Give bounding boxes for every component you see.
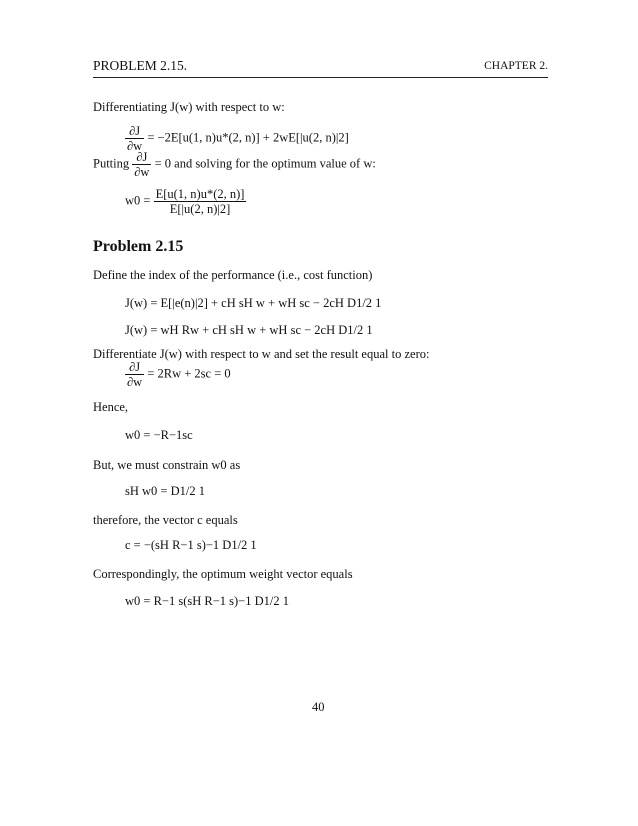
fraction-dJ-dw-2: $\frac{\partial J}{\partial w}$ <box>134 150 150 179</box>
fraction-gradient: $\frac{\partial J}{\partial w}$ <box>127 360 143 389</box>
running-header <box>93 58 548 76</box>
intro-text: Differentiating J(w) with respect to w: <box>93 100 285 114</box>
putting-line: Putting $\frac{\partial J}{\partial w}$ = 0 and solving for the optimum value of w: <box>93 150 376 179</box>
constrain-text: But, we must constrain w0 as <box>93 458 241 472</box>
equation-w0-fraction: w0 = $\frac{E[u(1, n)u*(2, n)]}{E[|u(2, n)|2]}$ <box>125 187 245 216</box>
fraction-dJ-dw: $\frac{\partial J}{\partial w}$ <box>127 124 143 153</box>
equation-c: c = −(sH R−1 s)−1 D1/2 1 <box>125 538 257 552</box>
correspondingly-text: Correspondingly, the optimum weight vector equals <box>93 567 353 581</box>
equation-J1: J(w) = E[|e(n)|2] + cH sH w + wH sc − 2cH D1/2 1 <box>125 296 382 310</box>
equation-constraint: sH w0 = D1/2 1 <box>125 484 205 498</box>
header-left: PROBLEM 2.15. <box>93 58 188 73</box>
equation-w0-solution: w0 = −R−1sc <box>125 428 193 442</box>
page-number: 40 <box>312 700 325 714</box>
section-title: Problem 2.15 <box>93 238 184 255</box>
header-rule <box>93 77 548 78</box>
differentiate-text: Differentiate J(w) with respect to w and set the result equal to zero: <box>93 347 430 361</box>
equation-derivative-1 <box>125 124 349 153</box>
fraction-w0: $\frac{E[u(1, n)u*(2, n)]}{E[|u(2, n)|2]}$ <box>155 187 245 216</box>
equation-final: w0 = R−1 s(sH R−1 s)−1 D1/2 1 <box>125 594 289 608</box>
define-text: Define the index of the performance (i.e., cost function) <box>93 268 373 282</box>
header-right: CHAPTER 2. <box>484 60 548 72</box>
equation-rhs: = −2E[u(1, n)u*(2, n)] + 2wE[|u(2, n)|2] <box>147 130 349 145</box>
equation-J2: J(w) = wH Rw + cH sH w + wH sc − 2cH D1/2 1 <box>125 323 373 337</box>
therefore-text: therefore, the vector c equals <box>93 513 238 527</box>
hence-text: Hence, <box>93 400 129 414</box>
equation-gradient: $\frac{\partial J}{\partial w}$ = 2Rw + 2sc = 0 <box>127 360 231 389</box>
